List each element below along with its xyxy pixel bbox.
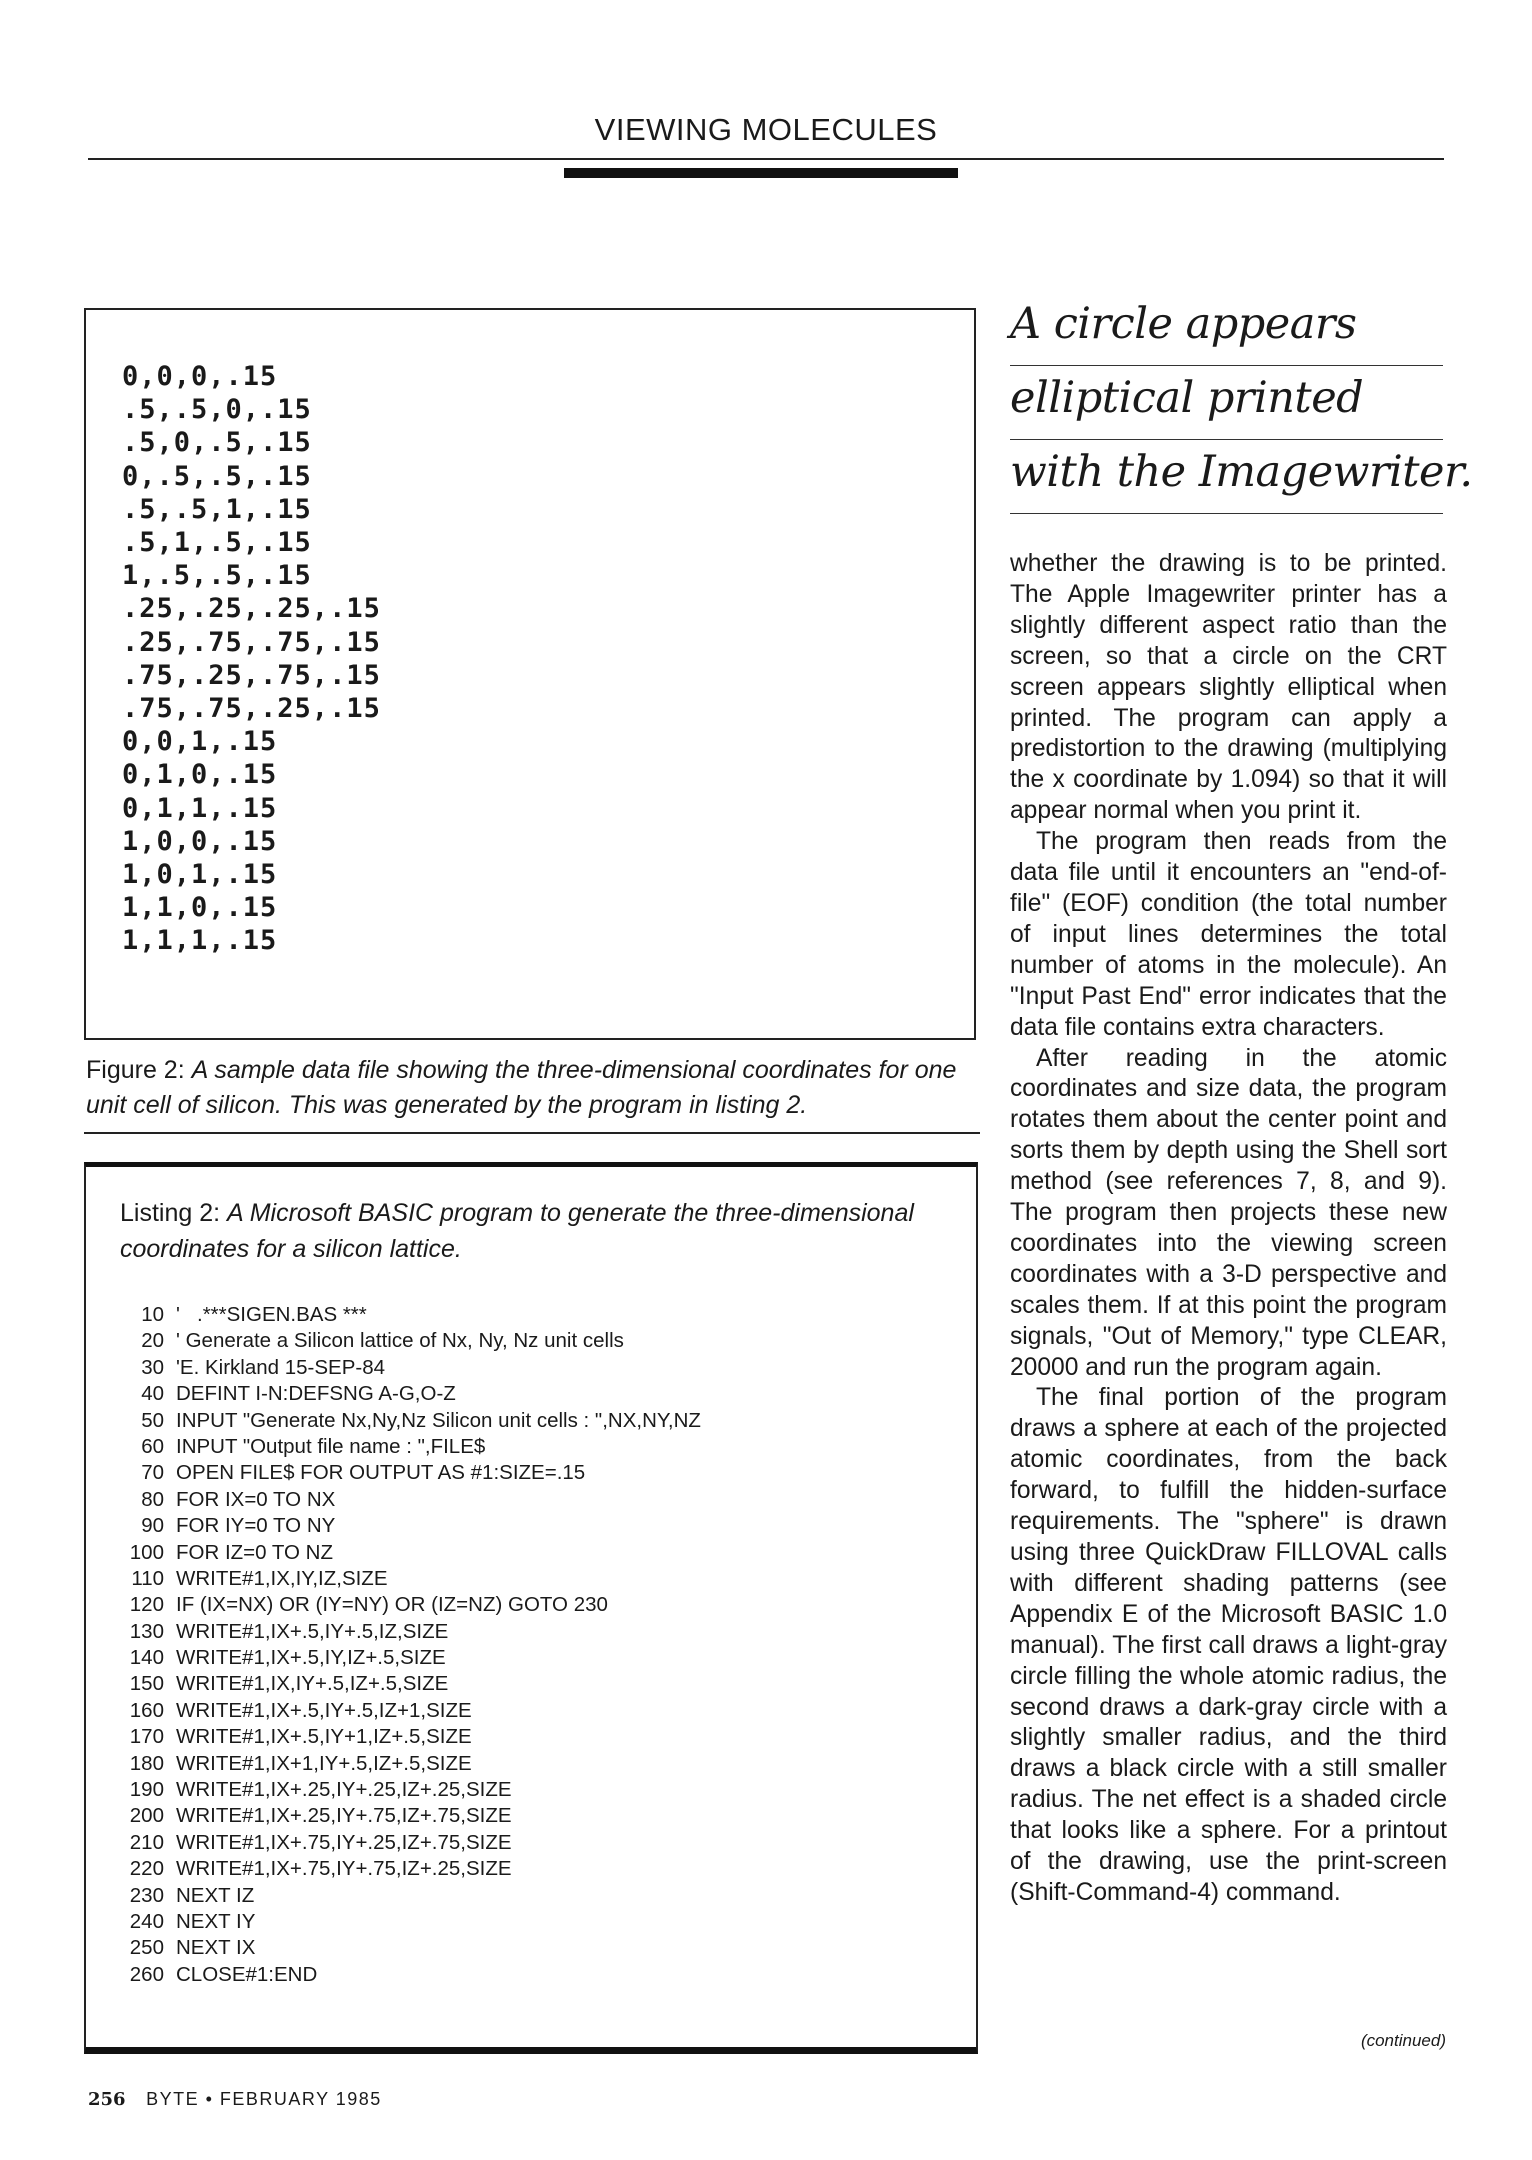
code-line: [118, 1698, 701, 1724]
code-line-text: ' .***SIGEN.BAS ***: [176, 1303, 367, 1326]
code-line-text: WRITE#1,IX,IY,IZ,SIZE: [176, 1566, 388, 1590]
figure-data-line: .75,.75,.25,.15: [122, 693, 381, 725]
code-line-text: INPUT "Output file name : ",FILE$: [176, 1434, 486, 1458]
code-line: [118, 1381, 701, 1407]
code-line-number: 150: [129, 1672, 164, 1696]
code-line-text: FOR IZ=0 TO NZ: [176, 1540, 334, 1564]
code-line-text: WRITE#1,IX+.5,IY+1,IZ+.5,SIZE: [176, 1725, 472, 1749]
figure-data-line: 1,0,1,.15: [122, 859, 278, 891]
figure-caption-label: Figure 2:: [86, 1056, 185, 1084]
code-line-number: 110: [131, 1566, 164, 1590]
figure-data-line: 0,.5,.5,.15: [122, 460, 312, 492]
code-line: [118, 1803, 701, 1829]
code-line: [118, 1883, 701, 1909]
code-line-number: 170: [129, 1725, 164, 1749]
figure-data-line: .25,.25,.25,.15: [122, 593, 381, 625]
code-line-number: 190: [129, 1778, 164, 1802]
code-line-text: WRITE#1,IX+1,IY+.5,IZ+.5,SIZE: [176, 1751, 472, 1775]
footer-publication: BYTE • FEBRUARY 1985: [146, 2089, 382, 2109]
figure-data-line: 1,1,0,.15: [122, 892, 278, 924]
code-line: [118, 1830, 701, 1856]
figure-data-line: .5,1,.5,.15: [122, 527, 312, 559]
code-line-number: 130: [129, 1619, 164, 1643]
code-line: [118, 1935, 701, 1961]
code-line-number: 180: [129, 1751, 164, 1775]
code-line: [118, 1513, 701, 1539]
figure-data-line: 0,1,1,.15: [122, 792, 278, 824]
code-line: [118, 1777, 701, 1803]
code-line-number: 40: [141, 1382, 164, 1406]
code-line: [118, 1355, 701, 1381]
figure-caption-text: A sample data file showing the three-dimensional coordinates for one unit cell of silicon. This was generated by the program in listing 2.: [86, 1056, 957, 1119]
code-line: [118, 1962, 701, 1988]
header-bar: [564, 168, 958, 178]
pull-quote-line: elliptical printed: [1010, 366, 1443, 440]
figure-rule: [84, 1132, 980, 1134]
code-line-number: 90: [141, 1514, 164, 1538]
code-line-number: 70: [141, 1461, 164, 1485]
body-paragraph: The program then reads from the data file until it encounters an "end-of-file" (EOF) condition (the total number of input lines determines the total number of atoms in the molecule). An "Input Past End" error indicates that the data file contains extra characters.: [1010, 828, 1447, 1041]
code-line: [118, 1434, 701, 1460]
code-line: [118, 1328, 701, 1354]
code-line: [118, 1302, 701, 1328]
code-line-text: 'E. Kirkland 15-SEP-84: [176, 1355, 386, 1379]
page-footer: [88, 2089, 382, 2110]
continued-note: (continued): [1360, 2031, 1446, 2050]
code-line-number: 140: [129, 1646, 164, 1670]
code-line-text: OPEN FILE$ FOR OUTPUT AS #1:SIZE=.15: [176, 1461, 586, 1485]
header-rule: [88, 158, 1444, 160]
code-line: [118, 1487, 701, 1513]
code-line: [118, 1856, 701, 1882]
code-line-text: WRITE#1,IX+.25,IY+.75,IZ+.75,SIZE: [176, 1804, 512, 1828]
figure-data-line: 1,0,0,.15: [122, 825, 278, 857]
code-line-text: NEXT IY: [176, 1909, 256, 1933]
code-line: [118, 1909, 701, 1935]
body-paragraph: whether the drawing is to be printed. The Apple Imagewriter printer has a slightly different aspect ratio than the screen, so that a circle on the CRT screen appears slightly elliptical when printed. The program can apply a predistortion to the drawing (multiplying the x coordinate by 1.094) so that it will appear normal when you print it.: [1010, 550, 1447, 825]
figure-data-line: 0,0,0,.15: [122, 361, 278, 392]
pull-quote-line: with the Imagewriter.: [1010, 440, 1443, 514]
body-paragraph: The final portion of the program draws a sphere at each of the projected atomic coordinates, from the back forward, to fulfill the hidden-surface requirements. The "sphere" is drawn using three QuickDraw FILLOVAL calls with different shading patterns (see Appendix E of the Microsoft BASIC 1.0 manual). The first call draws a light-gray circle filling the whole atomic radius, the second draws a dark-gray circle with a slightly smaller radius, and the third draws a black circle with a still smaller radius. The net effect is a shaded circle that looks like a sphere. For a printout of the drawing, use the print-screen (Shift-Command-4) command.: [1010, 1384, 1447, 1906]
body-paragraph: After reading in the atomic coordinates and size data, the program rotates them about the center point and sorts them by depth using the Shell sort method (see references 7, 8, and 9). The program then projects these new coordinates into the viewing screen coordinates with a 3-D perspective and scales them. If at this point the program signals, "Out of Memory," type CLEAR, 20000 and run the program again.: [1010, 1044, 1447, 1381]
code-line: [118, 1566, 701, 1592]
listing-caption-label: Listing 2:: [120, 1199, 221, 1227]
code-line-text: CLOSE#1:END: [176, 1962, 318, 1986]
listing-caption-text: A Microsoft BASIC program to generate the three-dimensional coordinates for a silicon lattice.: [120, 1199, 914, 1263]
code-line-number: 120: [129, 1593, 164, 1617]
listing-caption: [120, 1195, 940, 1267]
code-line-text: WRITE#1,IX+.25,IY+.25,IZ+.25,SIZE: [176, 1778, 512, 1802]
figure-data-line: 1,1,1,.15: [122, 925, 278, 957]
code-line-number: 10: [141, 1303, 164, 1326]
figure-data-line: .5,0,.5,.15: [122, 427, 312, 459]
code-line-text: WRITE#1,IX+.5,IY+.5,IZ+1,SIZE: [176, 1698, 472, 1722]
code-line: [118, 1619, 701, 1645]
code-line-number: 220: [129, 1857, 164, 1881]
code-line-number: 20: [141, 1329, 164, 1353]
code-line-number: 240: [129, 1909, 164, 1933]
code-line-text: INPUT "Generate Nx,Ny,Nz Silicon unit cells : ",NX,NY,NZ: [176, 1408, 701, 1432]
code-line: [118, 1751, 701, 1777]
code-line-number: 50: [141, 1408, 164, 1432]
code-line: [118, 1592, 701, 1618]
code-line-text: FOR IY=0 TO NY: [176, 1514, 336, 1538]
pull-quote: [1010, 292, 1473, 514]
figure-data-line: .5,.5,0,.15: [122, 394, 312, 426]
listing-code: [118, 1302, 701, 1988]
figure-data-lines: [122, 360, 381, 958]
figure-data-line: 1,.5,.5,.15: [122, 560, 312, 592]
figure-data-line: .25,.75,.75,.15: [122, 626, 381, 658]
code-line-number: 160: [129, 1698, 164, 1722]
figure-data-line: .5,.5,1,.15: [122, 493, 312, 525]
code-line-text: IF (IX=NX) OR (IY=NY) OR (IZ=NZ) GOTO 230: [176, 1593, 608, 1617]
code-line-number: 100: [129, 1540, 164, 1564]
code-line-text: DEFINT I-N:DEFSNG A-G,O-Z: [176, 1382, 456, 1406]
code-line-text: WRITE#1,IX+.5,IY,IZ+.5,SIZE: [176, 1646, 446, 1670]
code-line: [118, 1645, 701, 1671]
figure-data-line: .75,.25,.75,.15: [122, 659, 381, 691]
code-line-number: 230: [129, 1883, 164, 1907]
code-line-text: WRITE#1,IX+.75,IY+.25,IZ+.75,SIZE: [176, 1830, 512, 1854]
code-line: [118, 1671, 701, 1697]
code-line-text: NEXT IX: [176, 1936, 256, 1960]
code-line-text: NEXT IZ: [176, 1883, 255, 1907]
code-line-text: WRITE#1,IX+.75,IY+.75,IZ+.25,SIZE: [176, 1857, 512, 1881]
code-line-text: WRITE#1,IX+.5,IY+.5,IZ,SIZE: [176, 1619, 449, 1643]
code-line-text: ' Generate a Silicon lattice of Nx, Ny, Nz unit cells: [176, 1329, 624, 1353]
figure-data-line: 0,1,0,.15: [122, 759, 278, 791]
pull-quote-line: A circle appears: [1010, 292, 1443, 366]
code-line: [118, 1460, 701, 1486]
code-line-number: 80: [141, 1487, 164, 1511]
code-line: [118, 1540, 701, 1566]
code-line-number: 260: [129, 1962, 164, 1986]
code-line: [118, 1724, 701, 1750]
code-line: [118, 1408, 701, 1434]
code-line-text: WRITE#1,IX,IY+.5,IZ+.5,SIZE: [176, 1672, 449, 1696]
figure-caption: [86, 1053, 978, 1123]
code-line-number: 250: [129, 1936, 164, 1960]
code-line-text: FOR IX=0 TO NX: [176, 1487, 336, 1511]
page-header-title: VIEWING MOLECULES: [594, 112, 938, 147]
code-line-number: 210: [129, 1830, 164, 1854]
figure-data-line: 0,0,1,.15: [122, 726, 278, 758]
body-text: [1010, 549, 1447, 1909]
code-line-number: 30: [141, 1355, 164, 1379]
code-line-number: 60: [141, 1434, 164, 1458]
code-line-number: 200: [129, 1804, 164, 1828]
page-number: 256: [88, 2089, 126, 2110]
